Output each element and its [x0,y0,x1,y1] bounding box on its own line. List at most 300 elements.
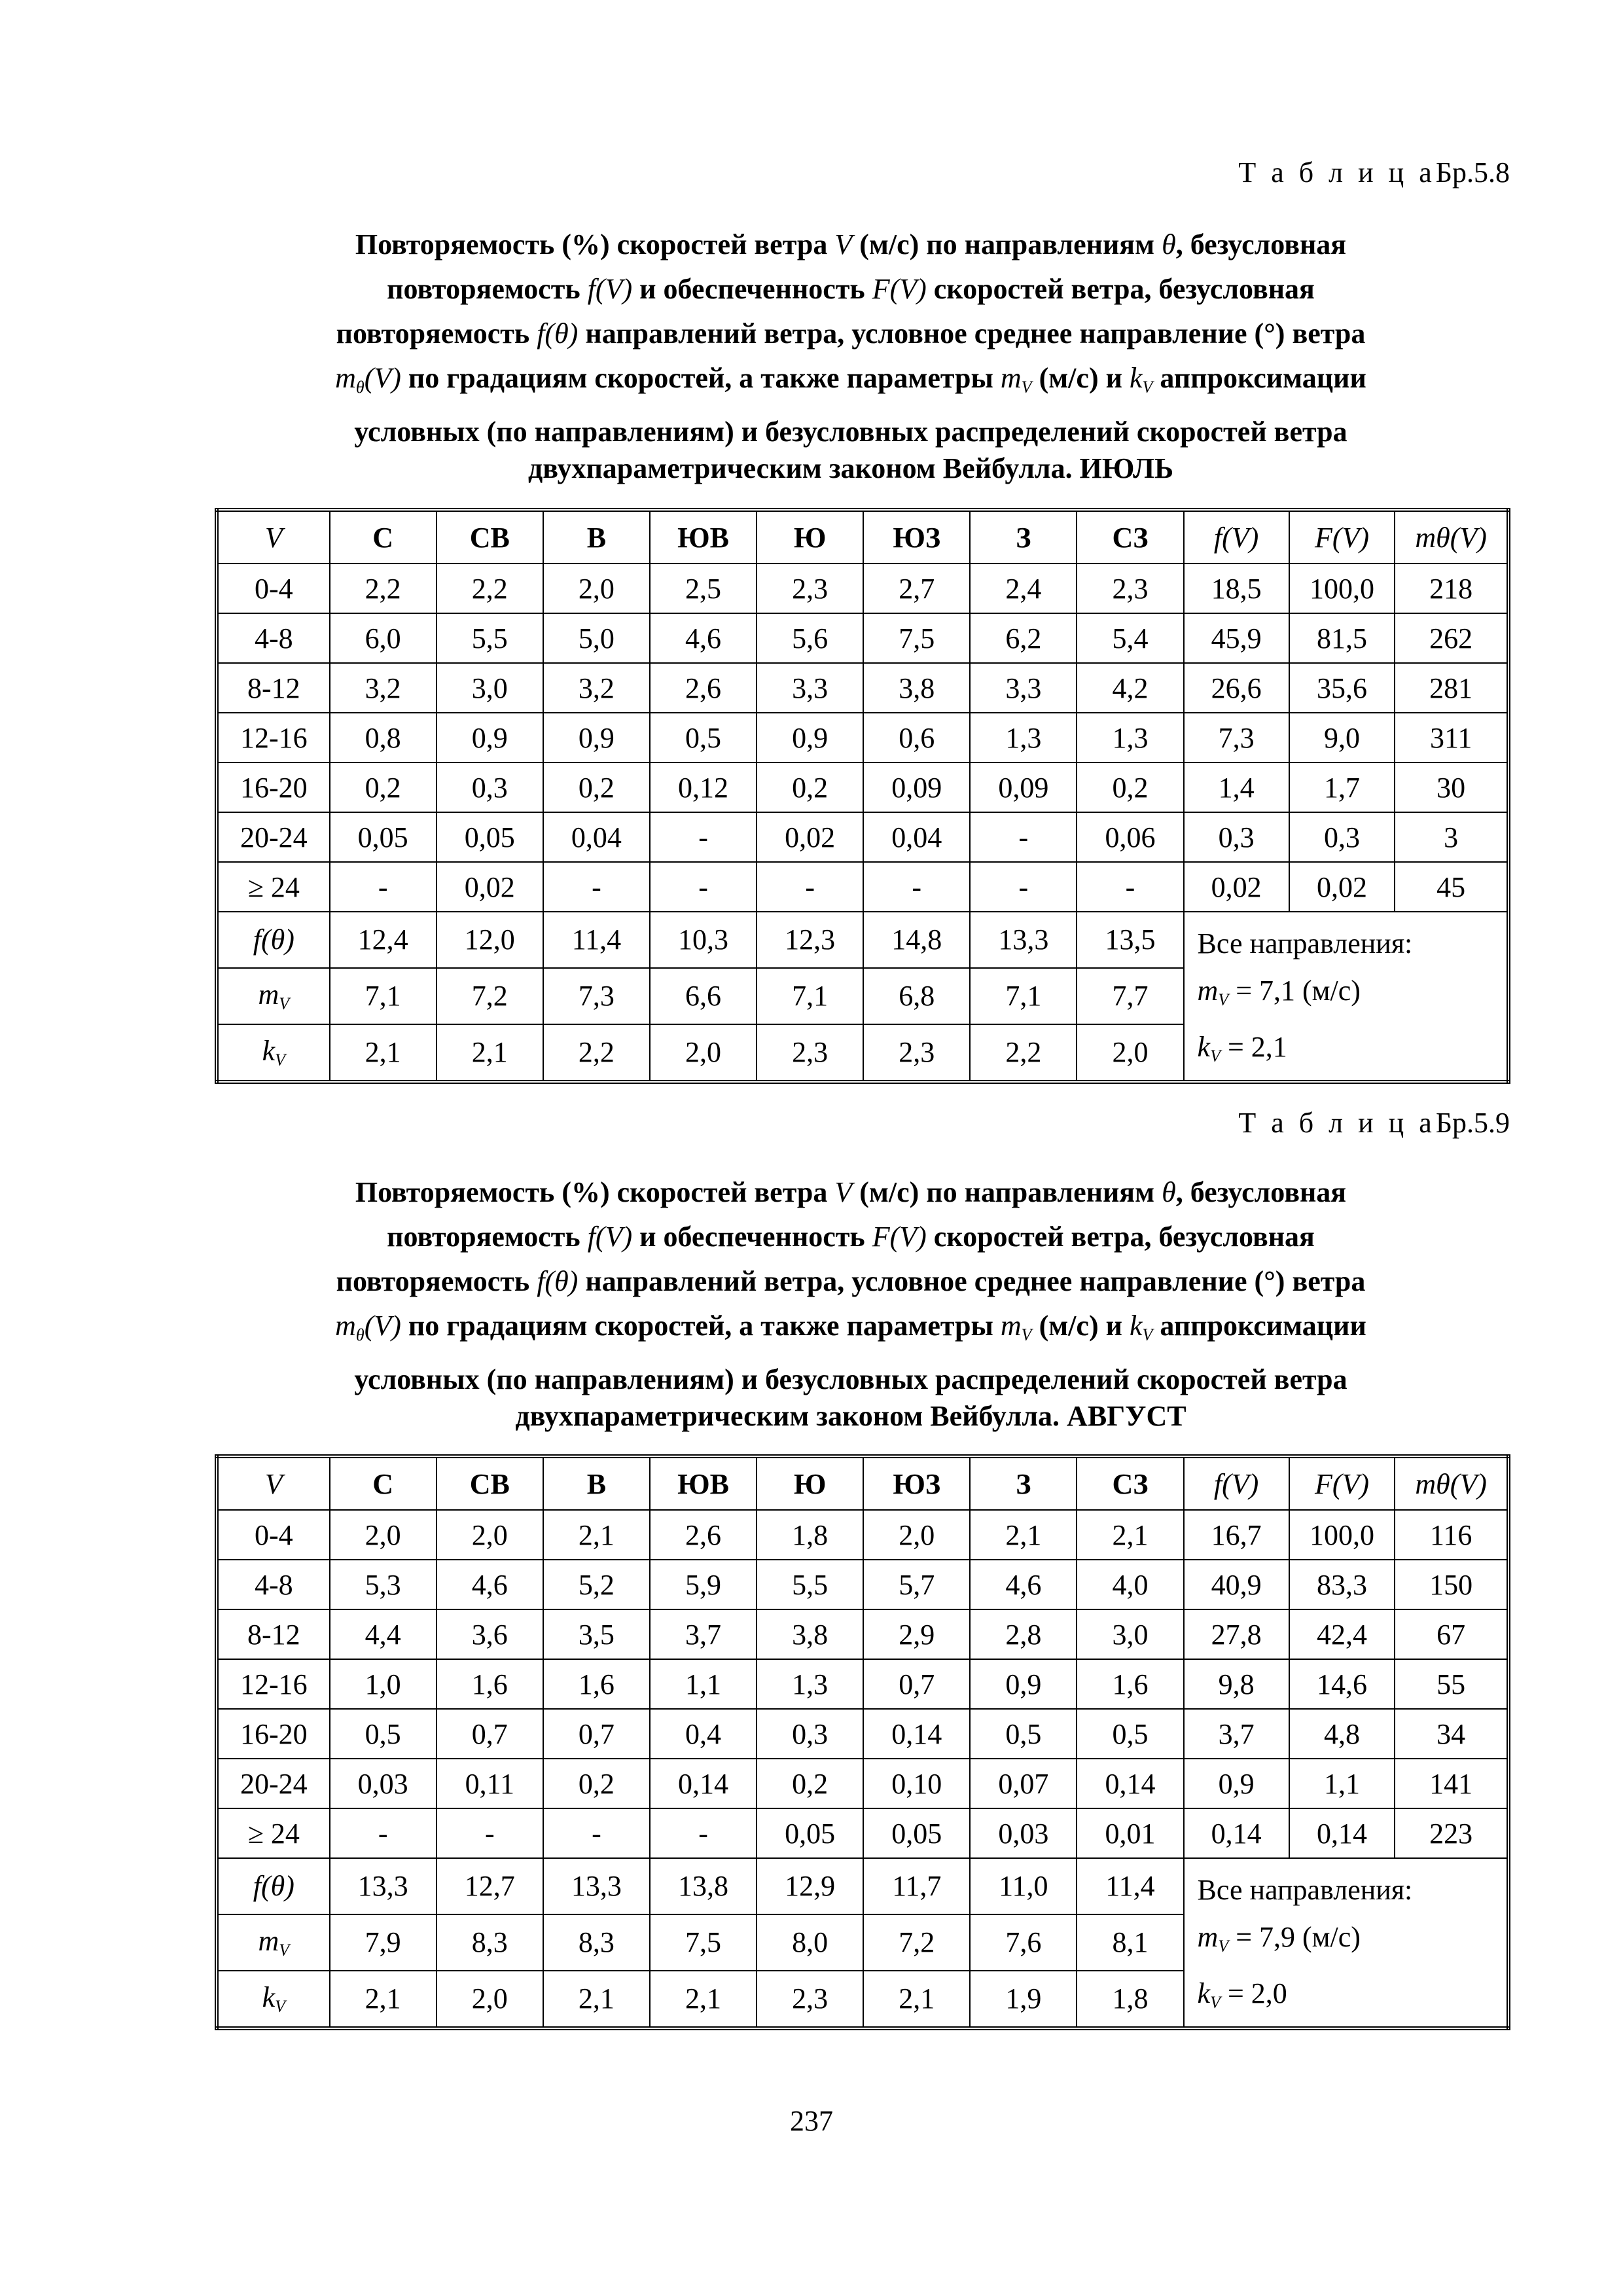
table-row [217,762,1508,812]
table-cell: 4,6 [437,1560,543,1609]
caption-text: (м/с) и [1031,1310,1130,1342]
table-cell: 2,6 [650,1510,757,1560]
caption-symbol: k [1129,362,1143,394]
table-cell: 0,14 [1077,1759,1183,1808]
table-cell: 4,6 [650,613,757,663]
row-label: 20-24 [217,812,330,862]
summary-symbol: m [1197,1921,1219,1953]
row-label-subscript: V [275,1050,286,1070]
table-cell: 12,3 [757,912,863,968]
table-cell: 3 [1395,812,1508,862]
header-cell: В [543,1456,650,1510]
table-cell: 27,8 [1184,1609,1289,1659]
row-label: 8-12 [217,1609,330,1659]
table-cell: 218 [1395,564,1508,613]
row-label: 0-4 [217,1510,330,1560]
table-cell: 5,0 [543,613,650,663]
header-cell: mθ(V) [1395,510,1508,564]
caption-text: повторяемость [387,1221,588,1253]
table-cell: 7,9 [330,1914,437,1971]
table-cell: - [543,862,650,912]
table-label-prefix: Т а б л и ц а [1238,1107,1436,1139]
table-cell: 2,2 [437,564,543,613]
table-cell: 0,14 [1184,1808,1289,1858]
row-label [217,1024,330,1082]
table-label [1238,156,1510,189]
table-cell: - [543,1808,650,1858]
summary-value: = 2,0 [1220,1977,1287,2009]
wind-table [215,1454,1510,2030]
table-cell: 8,1 [1077,1914,1183,1971]
caption-text: Повторяемость (%) скоростей ветра [355,228,835,260]
table-cell: 0,2 [757,1759,863,1808]
table-label [1238,1106,1510,1139]
header-cell: С [330,1456,437,1510]
header-cell: З [970,1456,1077,1510]
caption-line [216,1215,1486,1259]
row-label: 8-12 [217,663,330,713]
table-cell: 4,2 [1077,663,1183,713]
header-cell: F(V) [1289,1456,1395,1510]
table-label-prefix: Т а б л и ц а [1238,156,1436,188]
table-cell: 0,3 [757,1709,863,1759]
table-cell: 1,1 [1289,1759,1395,1808]
table-row [217,1808,1508,1858]
table-label-number: Бр.5.9 [1435,1107,1510,1139]
row-label: 16-20 [217,1709,330,1759]
table-cell: 2,3 [863,1024,970,1082]
row-label: 4-8 [217,613,330,663]
caption-subscript: V [1142,1325,1153,1344]
table-cell: 0,03 [970,1808,1077,1858]
header-cell: СВ [437,1456,543,1510]
table-row [217,1858,1508,1914]
table-cell: 2,3 [757,1971,863,2028]
table-cell: 7,1 [970,968,1077,1024]
table-cell: 0,6 [863,713,970,762]
table-cell: 5,3 [330,1560,437,1609]
table-cell: 1,8 [1077,1971,1183,2028]
table-cell: 311 [1395,713,1508,762]
table-cell: 7,2 [437,968,543,1024]
caption-text: и обеспеченность [632,273,872,305]
table-cell: 0,05 [757,1808,863,1858]
table-cell: 0,04 [543,812,650,862]
caption-line: двухпараметрическим законом Вейбулла. ИЮЛЬ [527,452,1174,484]
table-cell: 0,03 [330,1759,437,1808]
caption-symbol: m [335,362,356,394]
caption-subscript: V [1021,378,1032,397]
table-cell: 2,1 [970,1510,1077,1560]
header-cell: F(V) [1289,510,1395,564]
table-cell: 3,8 [757,1609,863,1659]
table-cell: 0,02 [757,812,863,862]
table-cell: 3,6 [437,1609,543,1659]
table-cell: 3,5 [543,1609,650,1659]
row-label: f(θ) [217,1858,330,1914]
table-cell: 3,0 [1077,1609,1183,1659]
table-cell: 0,2 [330,762,437,812]
table-cell: 13,3 [970,912,1077,968]
table-cell: 13,3 [330,1858,437,1914]
table-cell: 0,01 [1077,1808,1183,1858]
table-cell: 1,1 [650,1659,757,1709]
table-cell: 0,2 [543,1759,650,1808]
table-cell: 8,3 [543,1914,650,1971]
table-caption [216,1170,1486,1431]
table-cell: 1,0 [330,1659,437,1709]
table-cell: 7,5 [650,1914,757,1971]
table-cell: 0,06 [1077,812,1183,862]
table-cell: - [970,862,1077,912]
header-cell: ЮВ [650,1456,757,1510]
table-cell: 2,1 [543,1510,650,1560]
table-cell: 2,3 [1077,564,1183,613]
table-cell: 12,4 [330,912,437,968]
row-label-subscript: V [279,994,290,1014]
table-cell: 2,9 [863,1609,970,1659]
header-cell: V [217,1456,330,1510]
table-cell: 12,0 [437,912,543,968]
table-cell: 1,7 [1289,762,1395,812]
caption-symbol: k [1129,1310,1143,1342]
table-row [217,1560,1508,1609]
caption-line: условных (по направлениям) и безусловных распределений скоростей ветра [354,1363,1347,1395]
table-cell: 2,1 [863,1971,970,2028]
caption-subscript: θ [355,1325,365,1344]
table-cell: 5,5 [437,613,543,663]
header-cell: СЗ [1077,1456,1183,1510]
table-cell: 2,1 [543,1971,650,2028]
table-cell: 0,4 [650,1709,757,1759]
table-cell: 0,09 [863,762,970,812]
table-cell: 67 [1395,1609,1508,1659]
summary-mv [1198,967,1495,1024]
table-cell: 8,3 [437,1914,543,1971]
summary-subscript: V [1210,1993,1221,2012]
table-cell: 34 [1395,1709,1508,1759]
summary-cell [1184,1858,1508,2028]
table-cell: 5,9 [650,1560,757,1609]
table-cell: 100,0 [1289,1510,1395,1560]
table-cell: 2,0 [650,1024,757,1082]
table-cell: 2,1 [650,1971,757,2028]
table-cell: 0,12 [650,762,757,812]
table-cell: 1,4 [1184,762,1289,812]
row-label: 0-4 [217,564,330,613]
row-label-symbol: k [262,1981,276,2014]
header-cell: mθ(V) [1395,1456,1508,1510]
caption-text: аппроксимации [1152,1310,1366,1342]
table-cell: 35,6 [1289,663,1395,713]
table-cell: 40,9 [1184,1560,1289,1609]
header-cell: В [543,510,650,564]
table-cell: 3,2 [543,663,650,713]
table-cell: - [863,862,970,912]
table-cell: 7,7 [1077,968,1183,1024]
table-cell: 7,1 [330,968,437,1024]
table-cell: 11,4 [543,912,650,968]
table-cell: 4,4 [330,1609,437,1659]
table-cell: 13,8 [650,1858,757,1914]
caption-subscript: V [1021,1325,1032,1344]
row-label-symbol: m [258,1925,279,1958]
page-number: 237 [790,2105,833,2137]
table-cell: 45,9 [1184,613,1289,663]
header-cell: ЮВ [650,510,757,564]
row-label: 16-20 [217,762,330,812]
table-cell: 18,5 [1184,564,1289,613]
table-cell: 2,4 [970,564,1077,613]
table-cell: 2,3 [757,564,863,613]
table-cell: 2,1 [330,1971,437,2028]
row-label-symbol: m [258,978,279,1011]
table-cell: 0,9 [1184,1759,1289,1808]
table-cell: 0,07 [970,1759,1077,1808]
table-cell: 5,6 [757,613,863,663]
table-cell: 3,2 [330,663,437,713]
row-label-subscript: V [275,1997,286,2017]
row-label: 12-16 [217,713,330,762]
caption-line [216,1304,1486,1357]
table-cell: 12,7 [437,1858,543,1914]
table-cell: 2,0 [437,1971,543,2028]
table-cell: 6,0 [330,613,437,663]
table-cell: 7,2 [863,1914,970,1971]
table-cell: 0,10 [863,1759,970,1808]
table-row [217,613,1508,663]
header-cell: ЮЗ [863,1456,970,1510]
table-cell: - [650,1808,757,1858]
summary-value: = 2,1 [1220,1031,1287,1063]
row-label: f(θ) [217,912,330,968]
table-cell: 3,0 [437,663,543,713]
table-row [217,912,1508,968]
caption-symbol: f(θ) [537,317,579,350]
table-row [217,564,1508,613]
caption-line [216,1259,1486,1304]
row-label: 12-16 [217,1659,330,1709]
table-cell: 0,3 [1184,812,1289,862]
table-cell: 12,9 [757,1858,863,1914]
table-cell: 116 [1395,1510,1508,1560]
caption-text: Повторяемость (%) скоростей ветра [355,1176,835,1208]
summary-title: Все направления: [1197,1874,1413,1906]
caption-text: скоростей ветра, безусловная [926,273,1315,305]
table-cell: 0,2 [757,762,863,812]
table-cell: 0,5 [650,713,757,762]
table-cell: 83,3 [1289,1560,1395,1609]
table-cell: 0,8 [330,713,437,762]
table-cell: 81,5 [1289,613,1395,663]
row-label: 20-24 [217,1759,330,1808]
table-cell: 1,6 [1077,1659,1183,1709]
table-cell: 9,0 [1289,713,1395,762]
table-cell: 2,8 [970,1609,1077,1659]
row-label: 4-8 [217,1560,330,1609]
table-cell: 0,9 [437,713,543,762]
caption-symbol: f(V) [587,273,633,305]
table-cell: - [650,812,757,862]
table-cell: 2,0 [330,1510,437,1560]
table-cell: 0,9 [757,713,863,762]
caption-text: направлений ветра, условное среднее направление (°) ветра [578,317,1366,350]
table-header-row [217,1456,1508,1510]
table-cell: 223 [1395,1808,1508,1858]
table-cell: 0,5 [330,1709,437,1759]
table-cell: 1,8 [757,1510,863,1560]
table-cell: 2,0 [1077,1024,1183,1082]
table-cell: 0,05 [330,812,437,862]
table-cell: 0,02 [1289,862,1395,912]
table-cell: 2,0 [437,1510,543,1560]
header-cell: СЗ [1077,510,1183,564]
caption-subscript: θ [355,378,365,397]
header-cell: f(V) [1184,510,1289,564]
row-label [217,968,330,1024]
table-cell: 1,3 [970,713,1077,762]
table-cell: 1,9 [970,1971,1077,2028]
table-cell: 2,0 [863,1510,970,1560]
summary-symbol: k [1197,1977,1211,2009]
table-cell: 2,0 [543,564,650,613]
table-cell: 2,7 [863,564,970,613]
table-cell: 55 [1395,1659,1508,1709]
table-cell: 3,8 [863,663,970,713]
caption-symbol: f(V) [587,1221,633,1253]
table-cell: 1,6 [437,1659,543,1709]
summary-kv [1198,1024,1495,1080]
table-cell: 3,3 [757,663,863,713]
table-cell: 5,2 [543,1560,650,1609]
table-cell: 0,14 [1289,1808,1395,1858]
summary-subscript: V [1210,1047,1221,1066]
caption-text: по градациям скоростей, а также параметры [401,362,1001,394]
table-row [217,812,1508,862]
table-cell: 7,5 [863,613,970,663]
table-cell: 0,04 [863,812,970,862]
caption-text: по градациям скоростей, а также параметры [401,1310,1001,1342]
table-row [217,1510,1508,1560]
table-cell: 14,8 [863,912,970,968]
table-cell: 7,3 [543,968,650,1024]
table-cell: 14,6 [1289,1659,1395,1709]
table-row [217,1759,1508,1808]
table-cell: 3,7 [1184,1709,1289,1759]
table-cell: 4,8 [1289,1709,1395,1759]
table-cell: 2,5 [650,564,757,613]
table-cell: 0,3 [437,762,543,812]
caption-symbol: m [335,1310,356,1342]
row-label [217,1971,330,2028]
table-cell: 1,3 [1077,713,1183,762]
caption-text: аппроксимации [1152,362,1366,394]
table-cell: 1,6 [543,1659,650,1709]
table-cell: 2,1 [330,1024,437,1082]
table-cell: 4,0 [1077,1560,1183,1609]
table-cell: 2,1 [1077,1510,1183,1560]
caption-text: и обеспеченность [632,1221,872,1253]
table-cell: 7,6 [970,1914,1077,1971]
table-cell: 0,2 [543,762,650,812]
table-cell: 11,0 [970,1858,1077,1914]
table-cell: 281 [1395,663,1508,713]
table-cell: 5,7 [863,1560,970,1609]
table-cell: - [757,862,863,912]
table-cell: 13,5 [1077,912,1183,968]
table-cell: 2,2 [543,1024,650,1082]
summary-mv [1198,1914,1495,1970]
caption-line [216,356,1486,410]
table-cell: - [330,862,437,912]
table-cell: - [1077,862,1183,912]
table-cell: 9,8 [1184,1659,1289,1709]
table-cell: 150 [1395,1560,1508,1609]
table-cell: 0,9 [970,1659,1077,1709]
table-cell: 0,5 [970,1709,1077,1759]
table-cell: 2,3 [757,1024,863,1082]
summary-subscript: V [1218,990,1229,1009]
table-cell: 0,7 [863,1659,970,1709]
caption-symbol: (V) [364,1310,401,1342]
table-cell: 141 [1395,1759,1508,1808]
table-label-number: Бр.5.8 [1435,156,1510,188]
table-cell: 30 [1395,762,1508,812]
caption-symbol: V [834,1176,853,1208]
table-cell: 3,3 [970,663,1077,713]
summary-kv [1198,1970,1495,2026]
table-cell: 0,9 [543,713,650,762]
table-cell: - [970,812,1077,862]
caption-symbol: m [1000,1310,1022,1342]
table-cell: - [650,862,757,912]
caption-symbol: m [1000,362,1022,394]
table-cell: 26,6 [1184,663,1289,713]
header-cell: С [330,510,437,564]
table-cell: 7,3 [1184,713,1289,762]
summary-title: Все направления: [1197,927,1413,960]
caption-line [216,312,1486,356]
row-label-subscript: V [279,1941,290,1960]
caption-text: направлений ветра, условное среднее направление (°) ветра [578,1265,1366,1297]
summary-cell [1184,912,1508,1082]
table-cell: 0,02 [437,862,543,912]
caption-subscript: V [1142,378,1153,397]
table-cell: 13,3 [543,1858,650,1914]
row-label-symbol: k [262,1035,276,1067]
table-cell: 0,7 [543,1709,650,1759]
table-row [217,663,1508,713]
caption-symbol: θ [1162,228,1176,260]
caption-text: повторяемость [336,1265,537,1297]
table-caption [216,223,1486,483]
caption-text: (м/с) по направлениям [852,228,1162,260]
caption-text: повторяемость [387,273,588,305]
table-cell: 2,1 [437,1024,543,1082]
caption-line: двухпараметрическим законом Вейбулла. АВГУСТ [515,1400,1186,1432]
table-cell: 6,2 [970,613,1077,663]
table-cell: 10,3 [650,912,757,968]
table-cell: 6,6 [650,968,757,1024]
table-cell: 0,05 [863,1808,970,1858]
table-cell: 42,4 [1289,1609,1395,1659]
caption-text: (м/с) по направлениям [852,1176,1162,1208]
caption-symbol: V [834,228,853,260]
table-cell: 7,1 [757,968,863,1024]
table-cell: 1,3 [757,1659,863,1709]
table-cell: 0,11 [437,1759,543,1808]
table-cell: 16,7 [1184,1510,1289,1560]
